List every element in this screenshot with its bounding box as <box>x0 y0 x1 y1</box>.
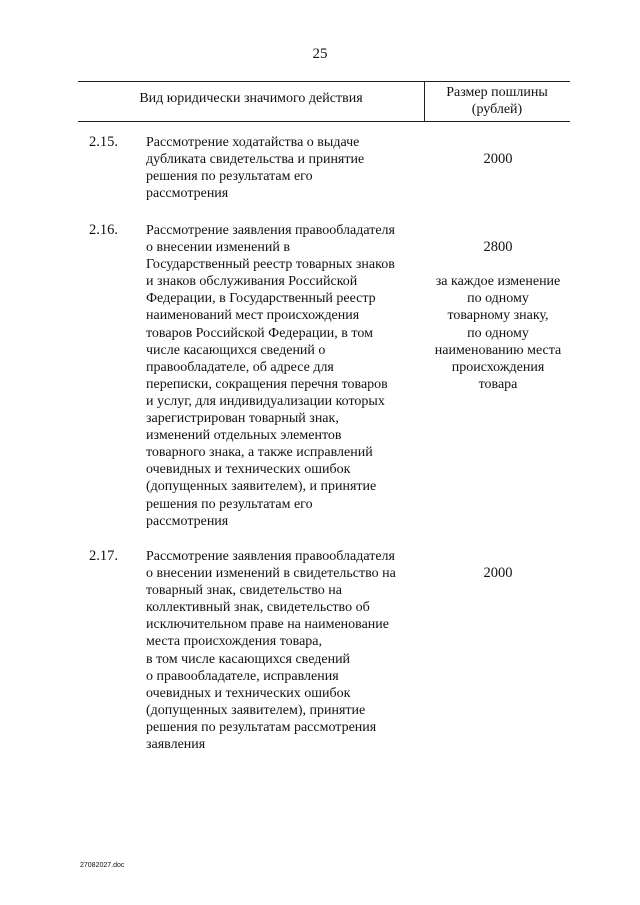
table-header-top-rule <box>78 81 570 82</box>
item-fee <box>418 548 578 599</box>
item-fee <box>418 134 578 185</box>
item-description: Рассмотрение заявления правообладателя о внесении изменений в Государственный реестр товарных знаков и знаков обслуживания Российской Федерации, в Государственный реестр наименований мест происхождения товаров Российской Федерации, в том числе касающихся сведений о правообладателе, об адресе для переписки, сокращения перечня товаров и услуг, для индивидуализации которых зарегистрирован товарный знак, изменений отдельных элементов товарного знака, а также исправлений очевидных и технических ошибок (допущенных заявителем), и принятие решения по результатам его рассмотрения <box>146 223 395 529</box>
item-fee <box>418 222 578 393</box>
item-number: 2.17. <box>89 548 118 564</box>
item-description: Рассмотрение заявления правообладателя о внесении изменений в свидетельство на товарный знак, свидетельство на коллективный знак, свидетельство об исключительном праве на наименование места происхождения товара, в том числе касающихся сведений о правообладателе, исправления очевидных и технических ошибок (допущенных заявителем), принятие решения по результатам рассмотрения заявления <box>146 549 396 753</box>
column-header-action: Вид юридически значимого действия <box>139 91 363 106</box>
fee-note: за каждое изменение по одному товарному знаку, по одному наименованию места происхождения товара <box>434 274 562 392</box>
fee-amount: 2000 <box>483 565 513 582</box>
page-number: 25 <box>312 46 328 62</box>
item-number: 2.16. <box>89 222 118 238</box>
column-header-fee: Размер пошлины (рублей) <box>446 85 548 117</box>
item-number: 2.15. <box>89 134 118 150</box>
fee-amount: 2000 <box>483 151 513 168</box>
fee-amount: 2800 <box>483 239 513 256</box>
item-description: Рассмотрение ходатайства о выдаче дубликата свидетельства и принятие решения по результатам его рассмотрения <box>146 135 365 202</box>
table-header-bottom-rule <box>78 121 570 122</box>
document-footer: 27082027.doc <box>80 862 125 869</box>
